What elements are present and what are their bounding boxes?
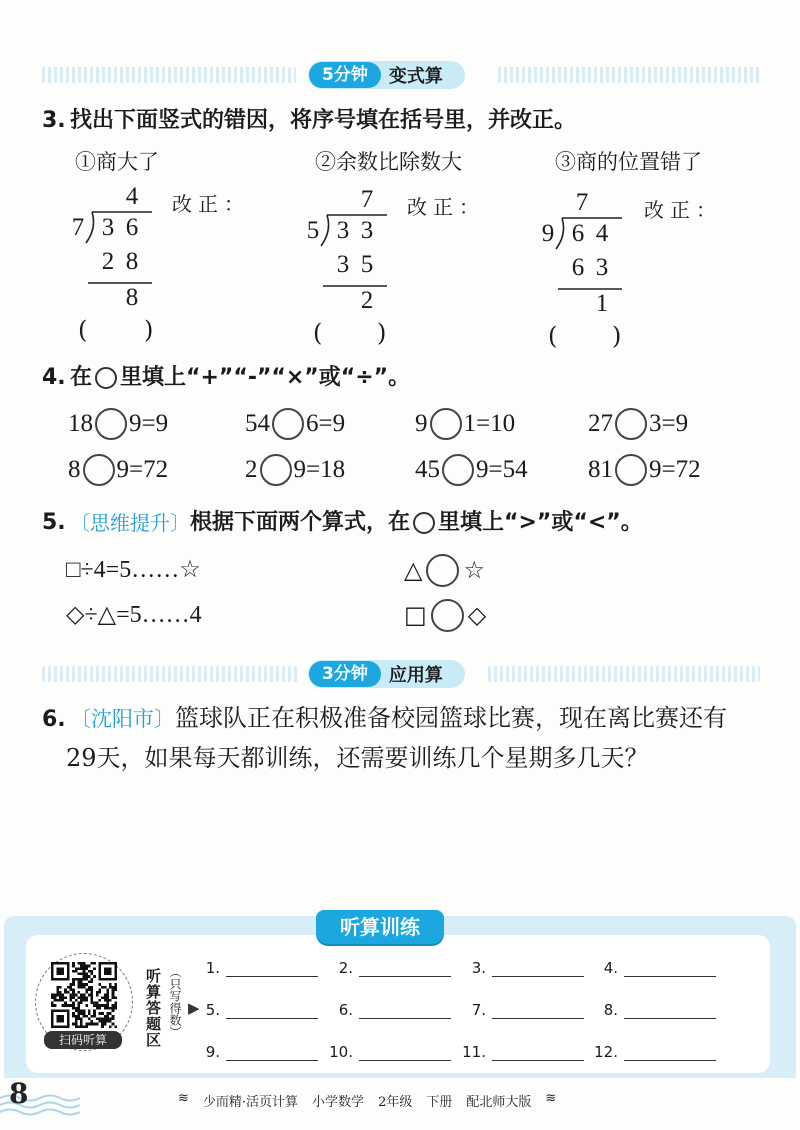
expr-right: 9=9 <box>129 410 169 437</box>
qr-code <box>51 962 117 1028</box>
operator-expression <box>245 406 345 442</box>
footer-info <box>178 1091 556 1110</box>
expr-left: 18 <box>68 410 93 437</box>
badge-label: 变式算 <box>388 66 443 87</box>
circle-icon <box>95 367 117 389</box>
decor-stripe-right <box>498 67 760 83</box>
answer-number: 3. <box>471 959 486 977</box>
operator-expression <box>245 452 345 488</box>
answer-number: 12. <box>594 1043 618 1061</box>
question-number: 5. <box>42 510 66 535</box>
paren-open: ( <box>78 316 88 344</box>
answer-item-9 <box>190 1039 318 1061</box>
ornament-icon: ≋ <box>545 1091 557 1106</box>
dividend-tens: 3 <box>101 214 115 241</box>
answer-item-12 <box>588 1039 716 1061</box>
answer-blank[interactable] <box>492 959 584 977</box>
volume: 下册 <box>426 1095 453 1110</box>
compare-row-1 <box>404 552 485 588</box>
ornament-icon: ≋ <box>178 1091 189 1106</box>
answer-slot[interactable] <box>92 317 142 345</box>
question-6-line-2: 29天，如果每天都训练，还需要训练几个星期多几天？ <box>66 744 649 772</box>
prompt-after: 里填上“>”或“<”。 <box>438 510 643 535</box>
expr-left: 27 <box>588 410 613 437</box>
answer-number: 10. <box>329 1043 353 1061</box>
answer-number: 1. <box>205 959 220 977</box>
answer-item-1 <box>190 955 318 977</box>
answer-blank[interactable] <box>492 1043 584 1061</box>
divisor: 7 <box>71 214 85 241</box>
question-tag: 〔沈阳市〕 <box>70 707 175 731</box>
circle-icon <box>413 512 435 534</box>
answer-blank[interactable] <box>359 1043 451 1061</box>
compare-row-2 <box>404 597 486 633</box>
reason-option-2: ②余数比除数大 <box>315 150 462 174</box>
answer-blank[interactable] <box>624 1001 716 1019</box>
dividend-ones: 3 <box>360 217 374 244</box>
remainder: 8 <box>125 284 139 311</box>
answer-number: 8. <box>603 1001 618 1019</box>
answer-blank[interactable] <box>359 959 451 977</box>
decor-stripe-left <box>42 666 298 682</box>
answer-item-7 <box>456 997 584 1019</box>
answer-number: 2. <box>338 959 353 977</box>
answer-number: 5. <box>205 1001 220 1019</box>
qr-label: 扫码听算 <box>44 1031 122 1049</box>
subject: 小学数学 <box>312 1095 365 1110</box>
expr-right: 9=54 <box>476 456 528 483</box>
answer-slot[interactable] <box>327 320 377 348</box>
section-badge-yingyongsuan <box>308 660 465 688</box>
answer-item-5 <box>190 997 318 1019</box>
prompt-after: 里填上“+”“-”“×”或“÷”。 <box>120 365 411 390</box>
operator-expression <box>588 406 688 442</box>
reason-option-1: ①商大了 <box>75 150 159 174</box>
expr-right: 6=9 <box>306 410 346 437</box>
dividend-tens: 3 <box>336 217 350 244</box>
answer-slot[interactable] <box>562 323 612 351</box>
arrow-right-icon: ▶ <box>188 999 200 1017</box>
product-tens: 3 <box>336 251 350 278</box>
long-division-1 <box>66 183 266 348</box>
compare-left: □ <box>404 601 427 629</box>
long-division-3 <box>536 189 736 354</box>
expr-right: 9=72 <box>649 456 701 483</box>
expr-left: 9 <box>415 410 428 437</box>
listening-title: 听算训练 <box>316 910 444 944</box>
compare-left: △ <box>404 556 423 584</box>
paren-open: ( <box>313 319 323 347</box>
expr-left: 2 <box>245 456 258 483</box>
edition: 配北师大版 <box>466 1095 532 1110</box>
question-number: 6. <box>42 707 66 732</box>
remainder: 1 <box>595 290 609 317</box>
answer-item-8 <box>588 997 716 1019</box>
product-tens: 2 <box>101 248 115 275</box>
operator-circle[interactable] <box>615 454 647 486</box>
paren-close: ) <box>377 319 387 347</box>
page-number: 8 <box>9 1077 29 1110</box>
given-equation-2: ◇÷△=5……4 <box>66 602 202 628</box>
product-ones: 5 <box>360 251 374 278</box>
compare-circle[interactable] <box>426 554 459 587</box>
dividend-ones: 6 <box>125 214 139 241</box>
divisor: 9 <box>541 220 555 247</box>
operator-expression <box>588 452 701 488</box>
given-equation-1: □÷4=5……☆ <box>66 557 201 583</box>
decor-stripe-right <box>488 666 760 682</box>
answer-area-note: （只写得数） <box>168 966 182 1038</box>
answer-number: 6. <box>338 1001 353 1019</box>
operator-expression <box>68 452 168 488</box>
long-division-2 <box>301 186 501 351</box>
grade: 2年级 <box>378 1095 413 1110</box>
badge-time: 5分钟 <box>309 62 381 88</box>
quotient: 4 <box>125 183 139 210</box>
answer-blank[interactable] <box>226 959 318 977</box>
dividend-ones: 4 <box>595 220 609 247</box>
answer-number: 11. <box>462 1043 486 1061</box>
quotient: 7 <box>575 189 589 216</box>
badge-time: 3分钟 <box>309 661 381 687</box>
question-text: 篮球队正在积极准备校园篮球比赛，现在离比赛还有 <box>175 704 727 732</box>
operator-expression <box>68 406 168 442</box>
expr-left: 54 <box>245 410 270 437</box>
reason-option-3: ③商的位置错了 <box>555 150 702 174</box>
answer-blank[interactable] <box>226 1001 318 1019</box>
badge-label: 应用算 <box>388 665 443 686</box>
operator-circle[interactable] <box>615 408 647 440</box>
divisor: 5 <box>306 217 320 244</box>
prompt-before: 根据下面两个算式，在 <box>190 510 411 535</box>
question-prompt: 找出下面竖式的错因，将序号填在括号里，并改正。 <box>70 108 577 133</box>
expr-left: 8 <box>68 456 81 483</box>
question-tag: 〔思维提升〕 <box>70 511 190 535</box>
dividend-tens: 6 <box>571 220 585 247</box>
product-tens: 6 <box>571 254 585 281</box>
section-badge-bianshisuan <box>308 61 465 89</box>
series-name: 少而精·活页计算 <box>202 1095 299 1110</box>
answer-blank[interactable] <box>624 1043 716 1061</box>
answer-number: 4. <box>603 959 618 977</box>
expr-right: 9=18 <box>293 456 346 483</box>
compare-right: ◇ <box>467 601 487 629</box>
expr-left: 81 <box>588 456 613 483</box>
operator-circle[interactable] <box>442 454 474 486</box>
operator-circle[interactable] <box>272 408 304 440</box>
operator-expression <box>415 452 528 488</box>
operator-circle[interactable] <box>83 454 115 486</box>
answer-number: 9. <box>205 1043 220 1061</box>
question-6-line-1 <box>42 702 727 736</box>
product-ones: 3 <box>595 254 609 281</box>
question-3-title <box>42 106 576 136</box>
compare-circle[interactable] <box>431 599 464 632</box>
operator-circle[interactable] <box>430 408 462 440</box>
answer-blank[interactable] <box>226 1043 318 1061</box>
fix-label: 改正： <box>644 198 722 222</box>
operator-expression <box>415 406 515 442</box>
answer-blank[interactable] <box>624 959 716 977</box>
fix-label: 改正： <box>407 195 485 219</box>
question-4-title <box>42 363 410 393</box>
prompt-before: 在 <box>70 365 93 390</box>
answer-item-10 <box>323 1039 451 1061</box>
answer-blank[interactable] <box>492 1001 584 1019</box>
operator-circle[interactable] <box>95 408 127 440</box>
answer-item-2 <box>323 955 451 977</box>
paren-close: ) <box>144 316 154 344</box>
compare-right: ☆ <box>463 556 485 584</box>
question-5-title <box>42 508 643 538</box>
fix-label: 改正： <box>172 192 250 216</box>
operator-circle[interactable] <box>260 454 292 486</box>
expr-right: 3=9 <box>649 410 689 437</box>
expr-right: 1=10 <box>463 410 516 437</box>
answer-number: 7. <box>471 1001 486 1019</box>
answer-item-6 <box>323 997 451 1019</box>
question-number: 4. <box>42 365 66 390</box>
quotient: 7 <box>360 186 374 213</box>
answer-item-11 <box>456 1039 584 1061</box>
decor-stripe-left <box>42 67 296 83</box>
paren-close: ) <box>612 322 622 350</box>
answer-item-4 <box>588 955 716 977</box>
answer-blank[interactable] <box>359 1001 451 1019</box>
question-number: 3. <box>42 108 66 133</box>
remainder: 2 <box>360 287 374 314</box>
product-ones: 8 <box>125 248 139 275</box>
expr-left: 45 <box>415 456 440 483</box>
answer-area-label: 听算答题区 <box>144 968 162 1048</box>
expr-right: 9=72 <box>116 456 169 483</box>
paren-open: ( <box>548 322 558 350</box>
answer-item-3 <box>456 955 584 977</box>
